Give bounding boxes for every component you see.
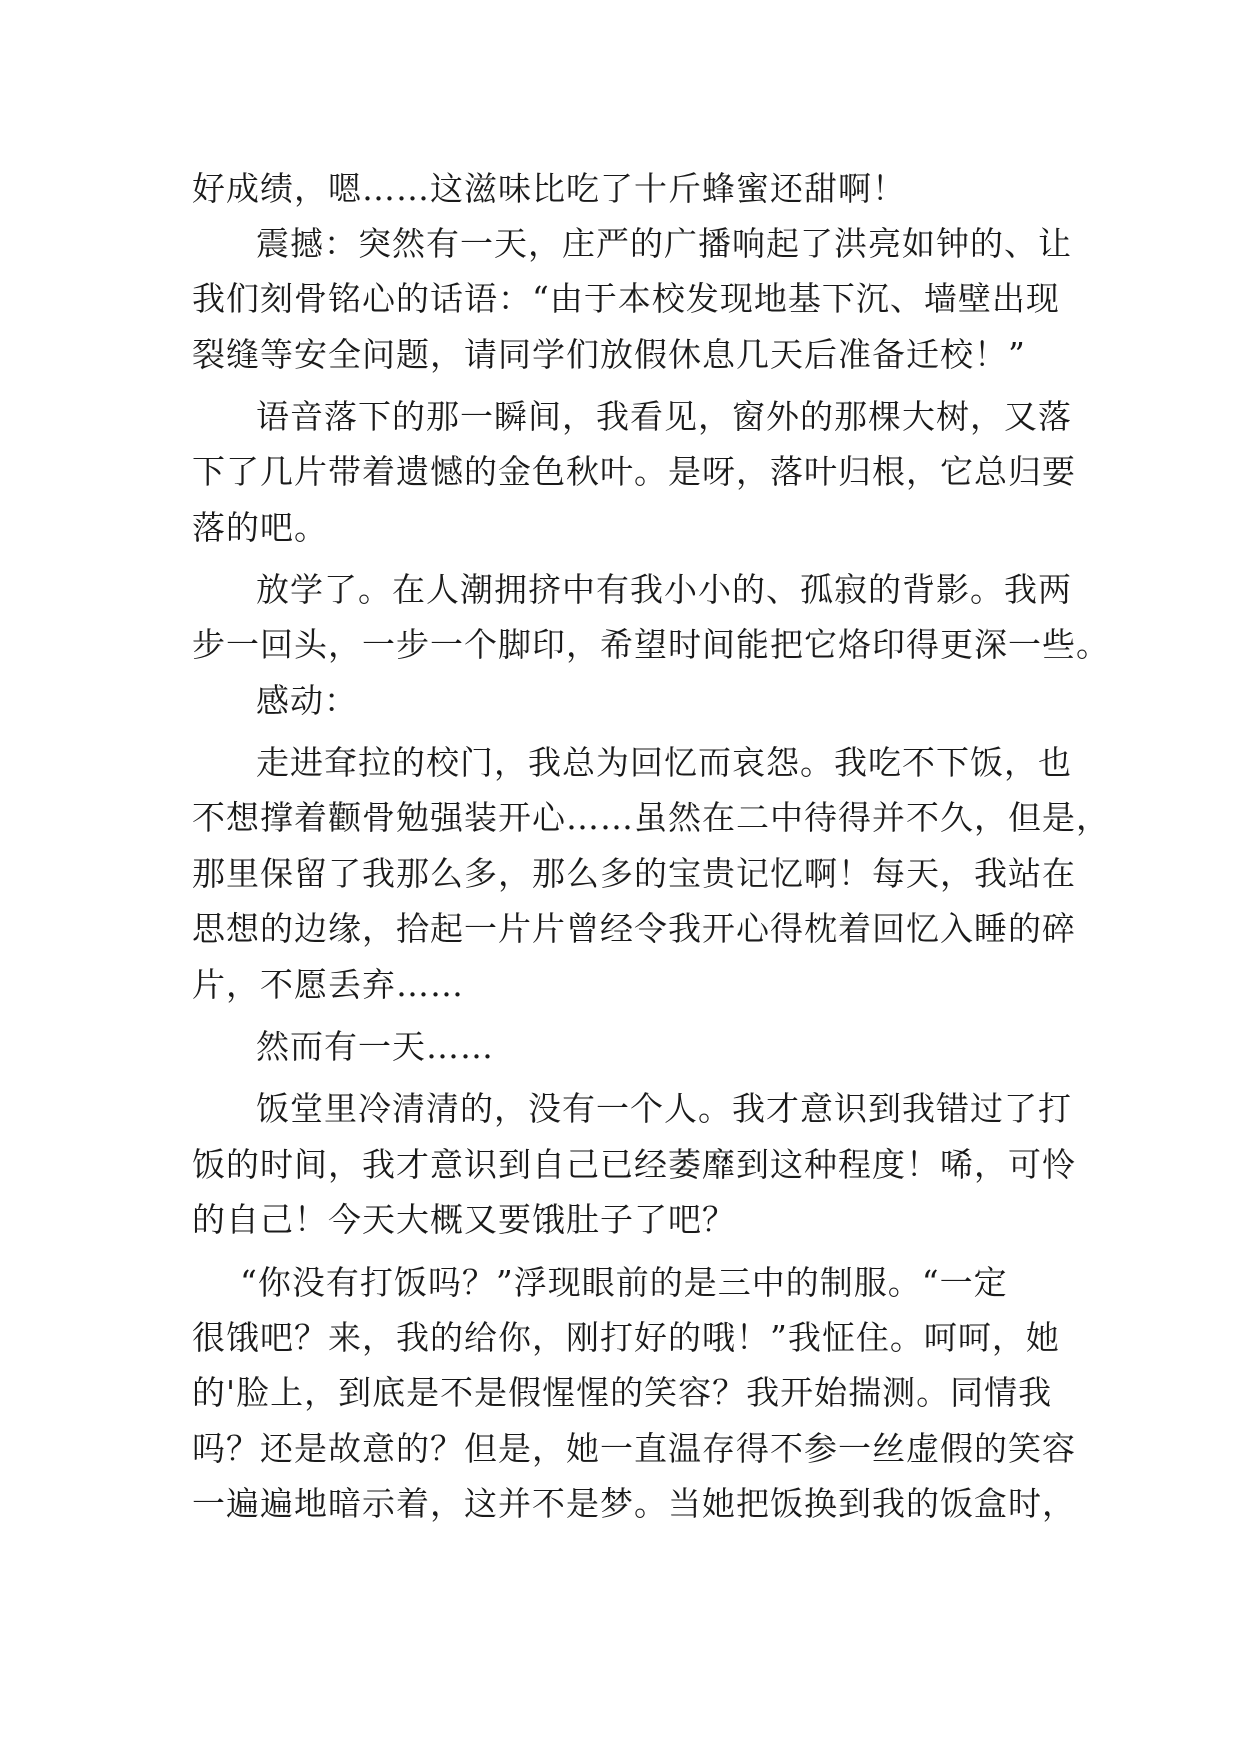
text-line: 一遍遍地暗示着，这并不是梦。当她把饭换到我的饭盒时， <box>192 1484 1076 1523</box>
text-line: 裂缝等安全问题，请同学们放假休息几天后准备迁校！” <box>192 335 1026 374</box>
text-line: 思想的边缘，拾起一片片曾经令我开心得枕着回忆入睡的碎 <box>192 909 1076 948</box>
text-line: 吗？还是故意的？但是，她一直温存得不参一丝虚假的笑容 <box>192 1429 1076 1468</box>
text-line: 落的吧。 <box>192 508 328 547</box>
text-line: 那里保留了我那么多，那么多的宝贵记忆啊！每天，我站在 <box>192 854 1076 893</box>
text-line: 很饿吧？来，我的给你，刚打好的哦！”我怔住。呵呵，她 <box>192 1318 1060 1357</box>
text-line: 片，不愿丢弃…… <box>192 965 464 1004</box>
text-line: 语音落下的那一瞬间，我看见，窗外的那棵大树，又落 <box>256 397 1072 436</box>
text-line: 饭的时间，我才意识到自己已经萎靡到这种程度！唏，可怜 <box>192 1145 1076 1184</box>
text-line: 放学了。在人潮拥挤中有我小小的、孤寂的背影。我两 <box>256 570 1072 609</box>
text-line: 我们刻骨铭心的话语：“由于本校发现地基下沉、墙壁出现 <box>192 279 1060 318</box>
text-line: 好成绩，嗯……这滋味比吃了十斤蜂蜜还甜啊！ <box>192 169 906 208</box>
text-line: “你没有打饭吗？”浮现眼前的是三中的制服。“一定 <box>240 1263 1008 1302</box>
text-line: 的自己！今天大概又要饿肚子了吧？ <box>192 1200 736 1239</box>
text-line: 感动： <box>256 681 358 720</box>
text-line: 步一回头，一步一个脚印，希望时间能把它烙印得更深一些。 <box>192 625 1110 664</box>
text-line: 不想撑着颧骨勉强装开心……虽然在二中待得并不久，但是， <box>192 798 1110 837</box>
text-line: 震撼：突然有一天，庄严的广播响起了洪亮如钟的、让 <box>256 224 1072 263</box>
text-line: 走进耷拉的校门，我总为回忆而哀怨。我吃不下饭，也 <box>256 743 1072 782</box>
text-line: 然而有一天…… <box>256 1027 494 1066</box>
text-line: 的'脸上，到底是不是假惺惺的笑容？我开始揣测。同情我 <box>192 1373 1053 1412</box>
text-line: 下了几片带着遗憾的金色秋叶。是呀，落叶归根，它总归要 <box>192 452 1076 491</box>
text-line: 饭堂里冷清清的，没有一个人。我才意识到我错过了打 <box>256 1089 1072 1128</box>
